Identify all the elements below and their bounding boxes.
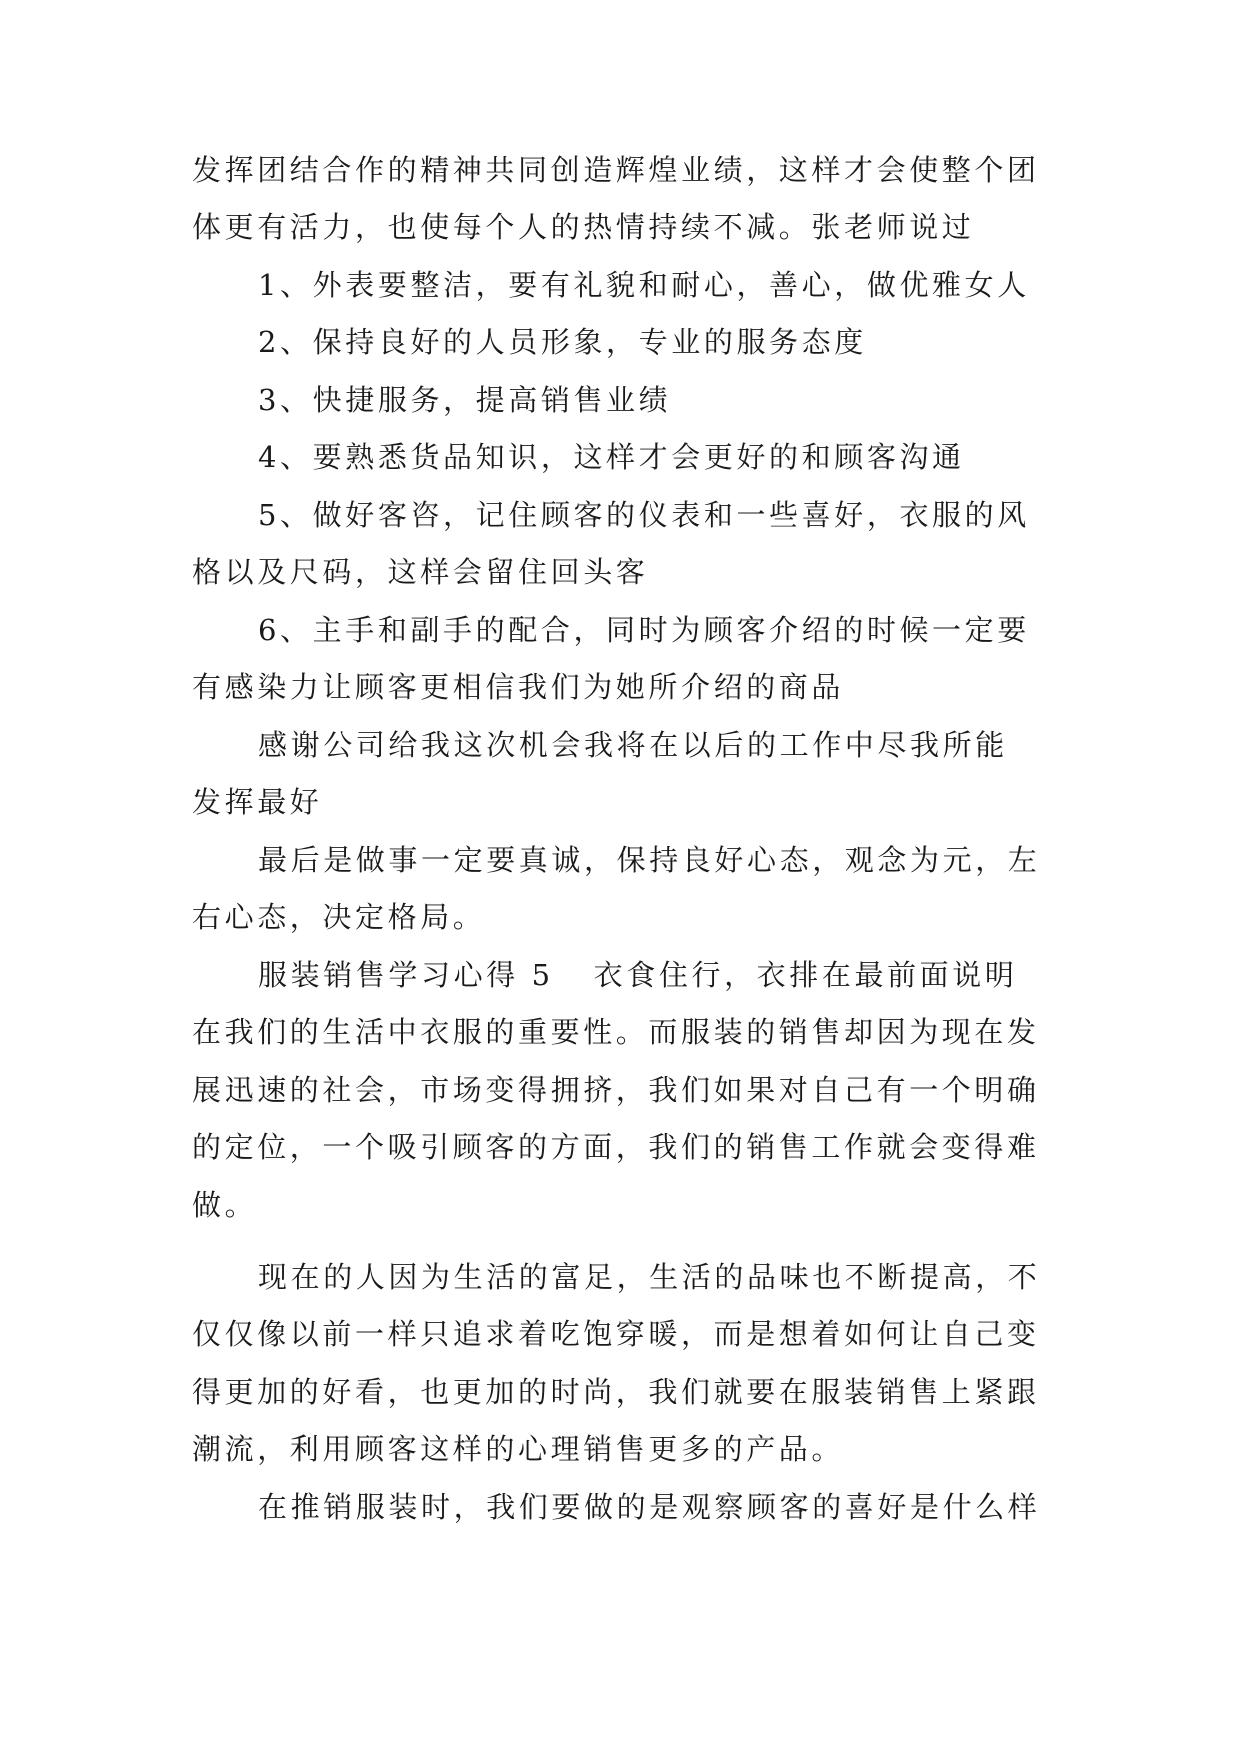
text-line: 4、要熟悉货品知识，这样才会更好的和顾客沟通 [258,440,965,474]
text-line: 现在的人因为生活的富足，生活的品味也不断提高，不 [258,1260,1041,1294]
text-line: 展迅速的社会，市场变得拥挤，我们如果对自己有一个明确 [192,1073,1040,1107]
text-line: 在我们的生活中衣服的重要性。而服装的销售却因为现在发 [192,1015,1040,1049]
text-line: 5、做好客咨，记住顾客的仪表和一些喜好，衣服的风 [258,498,1030,532]
text-line: 感谢公司给我这次机会我将在以后的工作中尽我所能 [258,728,1008,762]
text-line: 在推销服装时，我们要做的是观察顾客的喜好是什么样 [258,1490,1041,1524]
text-line: 2、保持良好的人员形象，专业的服务态度 [258,325,867,359]
text-line: 仅仅像以前一样只追求着吃饱穿暖，而是想着如何让自己变 [192,1317,1040,1351]
text-line: 最后是做事一定要真诚，保持良好心态，观念为元，左 [258,843,1041,877]
text-line: 体更有活力，也使每个人的热情持续不减。张老师说过 [192,210,975,244]
text-line: 发挥团结合作的精神共同创造辉煌业绩，这样才会使整个团 [192,153,1040,187]
text-line: 衣食住行，衣排在最前面说明 [593,958,1018,992]
text-line: 的定位，一个吸引顾客的方面，我们的销售工作就会变得难 [192,1130,1040,1164]
text-line: 1、外表要整洁，要有礼貌和耐心，善心，做优雅女人 [258,268,1030,302]
text-line: 做。 [192,1188,258,1222]
text-line: 潮流，利用顾客这样的心理销售更多的产品。 [192,1432,845,1466]
text-line: 格以及尺码，这样会留住回头客 [192,555,649,589]
text-line [258,955,1118,995]
section-heading: 服装销售学习心得 5 [258,958,554,992]
text-line: 右心态，决定格局。 [192,900,486,934]
text-line: 3、快捷服务，提高销售业绩 [258,383,672,417]
text-line: 6、主手和副手的配合，同时为顾客介绍的时候一定要 [258,613,1030,647]
text-line: 得更加的好看，也更加的时尚，我们就要在服装销售上紧跟 [192,1375,1040,1409]
text-line: 有感染力让顾客更相信我们为她所介绍的商品 [192,670,845,704]
text-line: 发挥最好 [192,785,323,819]
